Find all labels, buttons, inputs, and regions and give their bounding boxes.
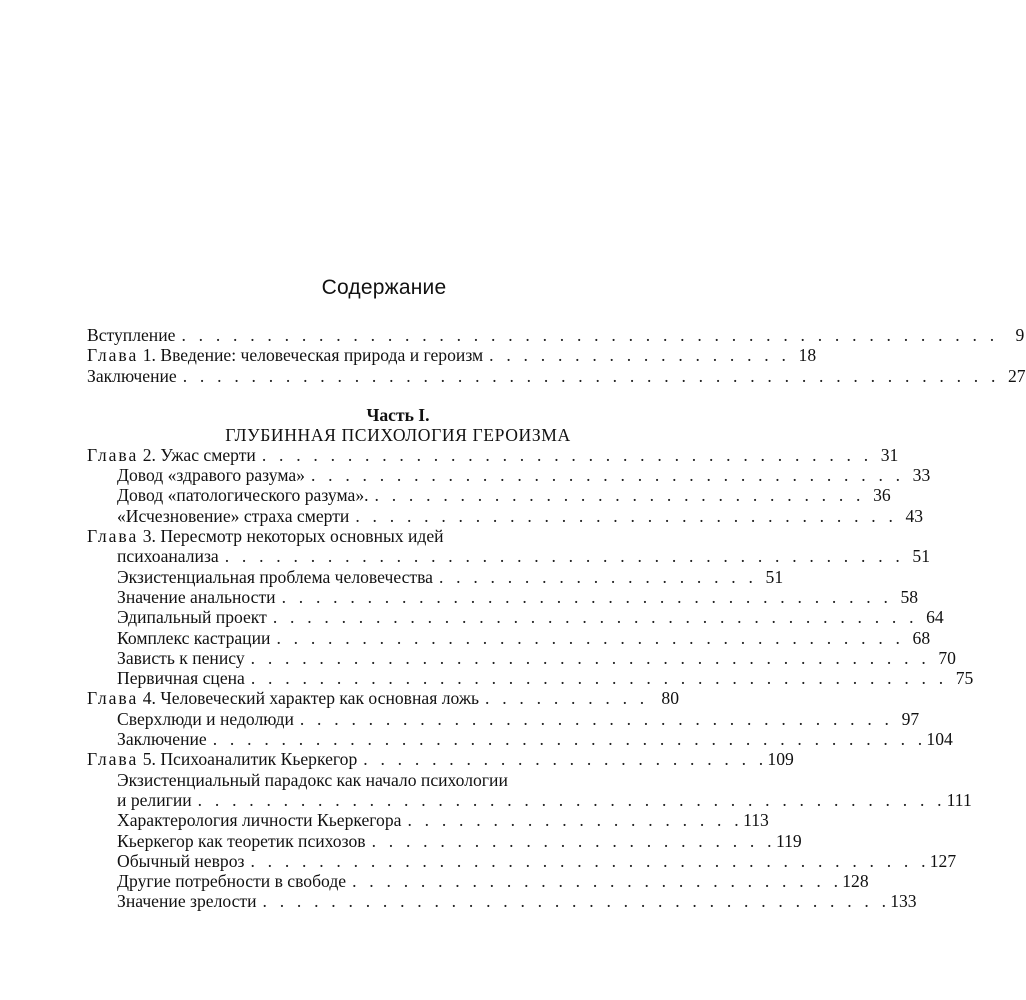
toc-entry-section: [87, 465, 931, 486]
toc-entry-page: 51: [912, 546, 930, 567]
dot-leader: . . . . . . . . . . . . . . . . . . . . . . . . . . . . . . . . . . . . . .: [272, 607, 918, 628]
toc-entry-section: [87, 586, 919, 607]
dot-leader: . . . . . . . . . . . . . . . . . . . . . . . . . . . . . . . . . . . . . . . . . . . .: [197, 789, 946, 810]
toc-entry-section: [87, 850, 957, 871]
toc-entry-label: Комплекс кастрации: [117, 627, 271, 648]
toc-entry-label: Кьеркегор как теоретик психозов: [117, 830, 366, 851]
toc-entry-section: [87, 566, 784, 587]
toc-entry-page: 127: [929, 850, 957, 871]
dot-leader: . . . . . . . . . . . . . . . . . . . . . . . . . . . . . . . . . . . . . . . .: [250, 850, 930, 871]
dot-leader: . . . . . . . . . . . . . . . . . . . . . . . . . . . . .: [352, 871, 843, 892]
toc-entry-label: Довод «патологического разума».: [117, 485, 369, 506]
toc-entry-chapter-2: [87, 444, 899, 465]
toc-entry-label: [87, 749, 357, 769]
toc-entry-label: [87, 526, 444, 546]
toc-entry-label: и религии: [117, 789, 192, 810]
toc-entry-label: Сверхлюди и недолюди: [117, 708, 294, 729]
toc-entry-section: [87, 627, 931, 648]
toc-entry-label: Вступление: [87, 325, 176, 345]
toc-entry-label: [87, 445, 256, 465]
toc-entry-label: Зависть к пенису: [117, 647, 245, 668]
dot-leader: . . . . . . . . . . . . . . . . . . .: [438, 566, 758, 587]
toc-entry-label: Первичная сцена: [117, 668, 245, 689]
toc-entry-page: 51: [765, 566, 784, 587]
dot-leader: . . . . . . . . . . . . . . . . . . . . . . . . . . . . . . . . . . .: [310, 465, 905, 486]
dot-leader: . . . . . . . . . . . . . . . . . . . . . . . . . . . . . . . . . . . . . . . . .: [250, 668, 948, 689]
chapter-title: 5. Психоаналитик Кьеркегор: [142, 749, 358, 770]
toc-entry-page: 58: [900, 586, 919, 607]
dot-leader: . . . . . . . . . . . . . . . . . . . . . . . . . . . . . . . .: [355, 505, 898, 526]
toc-entry-page: 27: [1008, 365, 1026, 386]
toc-entry-page: 97: [901, 708, 920, 729]
toc-entry-section: [87, 505, 924, 526]
chapter-prefix: Глава: [87, 526, 139, 547]
dot-leader: . . . . . . . . . . . . . . . . . . . . . . . . . . . . . . . . . . . .: [281, 586, 893, 607]
toc-entry-page: 18: [798, 345, 817, 366]
toc-entry-section: [87, 871, 869, 892]
chapter-title: 3. Пересмотр некоторых основных идей: [142, 526, 444, 547]
toc-entry-label: Значение зрелости: [117, 891, 257, 912]
dot-leader: . . . . . . . . . . . . . . . . . . . . . . . . . . . . . . . . . . . .: [261, 444, 873, 465]
toc-entry-label: Заключение: [87, 365, 177, 386]
toc-entry-section: [87, 647, 956, 668]
toc-entry-label: Экзистенциальная проблема человечества: [117, 566, 433, 587]
chapter-title: 4. Человеческий характер как основная ложь: [142, 688, 480, 709]
toc-entry-page: 64: [926, 607, 944, 628]
dot-leader: . . . . . . . . . . . . . . . . . . . . . . . . . . . . . . . . . . . . . . . . . .: [212, 729, 927, 750]
toc-entry-section: [87, 546, 930, 567]
part-title: ГЛУБИННАЯ ПСИХОЛОГИЯ ГЕРОИЗМА: [225, 424, 571, 445]
toc-entry-label: [87, 345, 483, 365]
dot-leader: . . . . . . . . . . . . . . . . . . . .: [407, 810, 743, 831]
toc-entry-label: Характерология личности Кьеркегора: [117, 810, 402, 831]
toc-entry-page: 119: [775, 830, 802, 851]
toc-entry-chapter-5: [87, 749, 794, 770]
toc-entry-page: 111: [946, 789, 972, 810]
toc-entry-label: Значение анальности: [117, 586, 276, 607]
toc-entry-section: [87, 607, 944, 628]
toc-entry-page: 70: [938, 647, 956, 668]
page-title: Содержание: [321, 276, 447, 299]
toc-entry-page: 80: [661, 688, 679, 709]
dot-leader: . . . . . . . . . . . . . . . . . . . . . . . . . . . . . . . . . . . . . . . .: [224, 546, 904, 567]
toc-entry-page: 133: [890, 891, 917, 912]
toc-entry-section: [87, 830, 802, 851]
toc-entry-label: Довод «здравого разума»: [117, 465, 305, 486]
toc-entry-label: Другие потребности в свободе: [117, 871, 347, 892]
toc-entry-section: [87, 770, 679, 790]
toc-entry-label: «Исчезновение» страха смерти: [117, 505, 350, 526]
toc-entry-page: 9: [1015, 325, 1025, 345]
dot-leader: . . . . . . . . . . . . . . . . . .: [489, 345, 791, 366]
chapter-title: 1. Введение: человеческая природа и героизм: [142, 345, 484, 366]
toc-entry-label: Эдипальный проект: [117, 607, 267, 628]
toc-entry-label: Заключение: [117, 729, 207, 750]
toc-entry-page: 104: [926, 729, 953, 750]
toc-entry-section: [87, 891, 917, 912]
chapter-prefix: Глава: [87, 688, 139, 709]
dot-leader: . . . . . . . . . . . . . . . . . . . . . . . . . . . . .: [374, 485, 865, 506]
dot-leader: . . . . . . . . . . . . . . . . . . . . . . . .: [371, 830, 776, 851]
table-of-contents: [87, 325, 1026, 912]
toc-entry-page: 43: [905, 505, 924, 526]
dot-leader: . . . . . . . . . . . . . . . . . . . . . . . . . . . . . . . . . . . . . . . . . . . . . . . .: [181, 325, 999, 345]
toc-entry-page: 128: [842, 871, 869, 892]
toc-entry-section: [87, 485, 891, 506]
toc-entry-page: 75: [955, 668, 974, 689]
toc-entry-page: 68: [912, 627, 931, 648]
dot-leader: . . . . . . . . . . . . . . . . . . . . . . . . . . . . . . . . . . . . .: [262, 891, 891, 912]
part-label: Часть I.: [366, 404, 430, 425]
toc-entry-page: 113: [743, 810, 769, 831]
toc-entry-page: 33: [912, 465, 931, 486]
toc-entry-label: [87, 688, 479, 708]
toc-entry-page: 109: [767, 749, 794, 770]
toc-entry-section: [87, 708, 920, 729]
toc-entry-chapter-4: [87, 688, 679, 708]
toc-entry-conclusion: [87, 365, 1026, 386]
chapter-title: 2. Ужас смерти: [142, 444, 256, 465]
dot-leader: . . . . . . . . . . . . . . . . . . . . . . . . . . . . . . . . . . . . .: [276, 627, 905, 648]
dot-leader: . . . . . . . . . . . . . . . . . . . . . . . .: [363, 749, 768, 770]
dot-leader: . . . . . . . . . .: [485, 688, 649, 709]
toc-entry-label: Экзистенциальный парадокс как начало психологии: [117, 769, 508, 790]
toc-entry-section: [87, 810, 769, 831]
toc-entry-chapter-3: [87, 526, 679, 546]
toc-entry-label: Обычный невроз: [117, 850, 245, 871]
toc-entry-section: [87, 729, 953, 750]
chapter-prefix: Глава: [87, 749, 139, 770]
toc-entry-chapter-1: [87, 345, 817, 366]
toc-entry-section: [87, 668, 974, 689]
toc-entry-page: 31: [880, 444, 899, 465]
toc-entry-section: [87, 789, 972, 810]
toc-entry-intro: [87, 325, 1025, 345]
dot-leader: . . . . . . . . . . . . . . . . . . . . . . . . . . . . . . . . . . . . . . . .: [250, 647, 930, 668]
dot-leader: . . . . . . . . . . . . . . . . . . . . . . . . . . . . . . . . . . .: [299, 708, 894, 729]
chapter-prefix: Глава: [87, 444, 139, 465]
toc-entry-page: 36: [873, 485, 891, 506]
chapter-prefix: Глава: [87, 345, 139, 366]
dot-leader: . . . . . . . . . . . . . . . . . . . . . . . . . . . . . . . . . . . . . . . . . . . . . . . .: [182, 365, 1000, 386]
toc-entry-label: психоанализа: [117, 546, 219, 567]
